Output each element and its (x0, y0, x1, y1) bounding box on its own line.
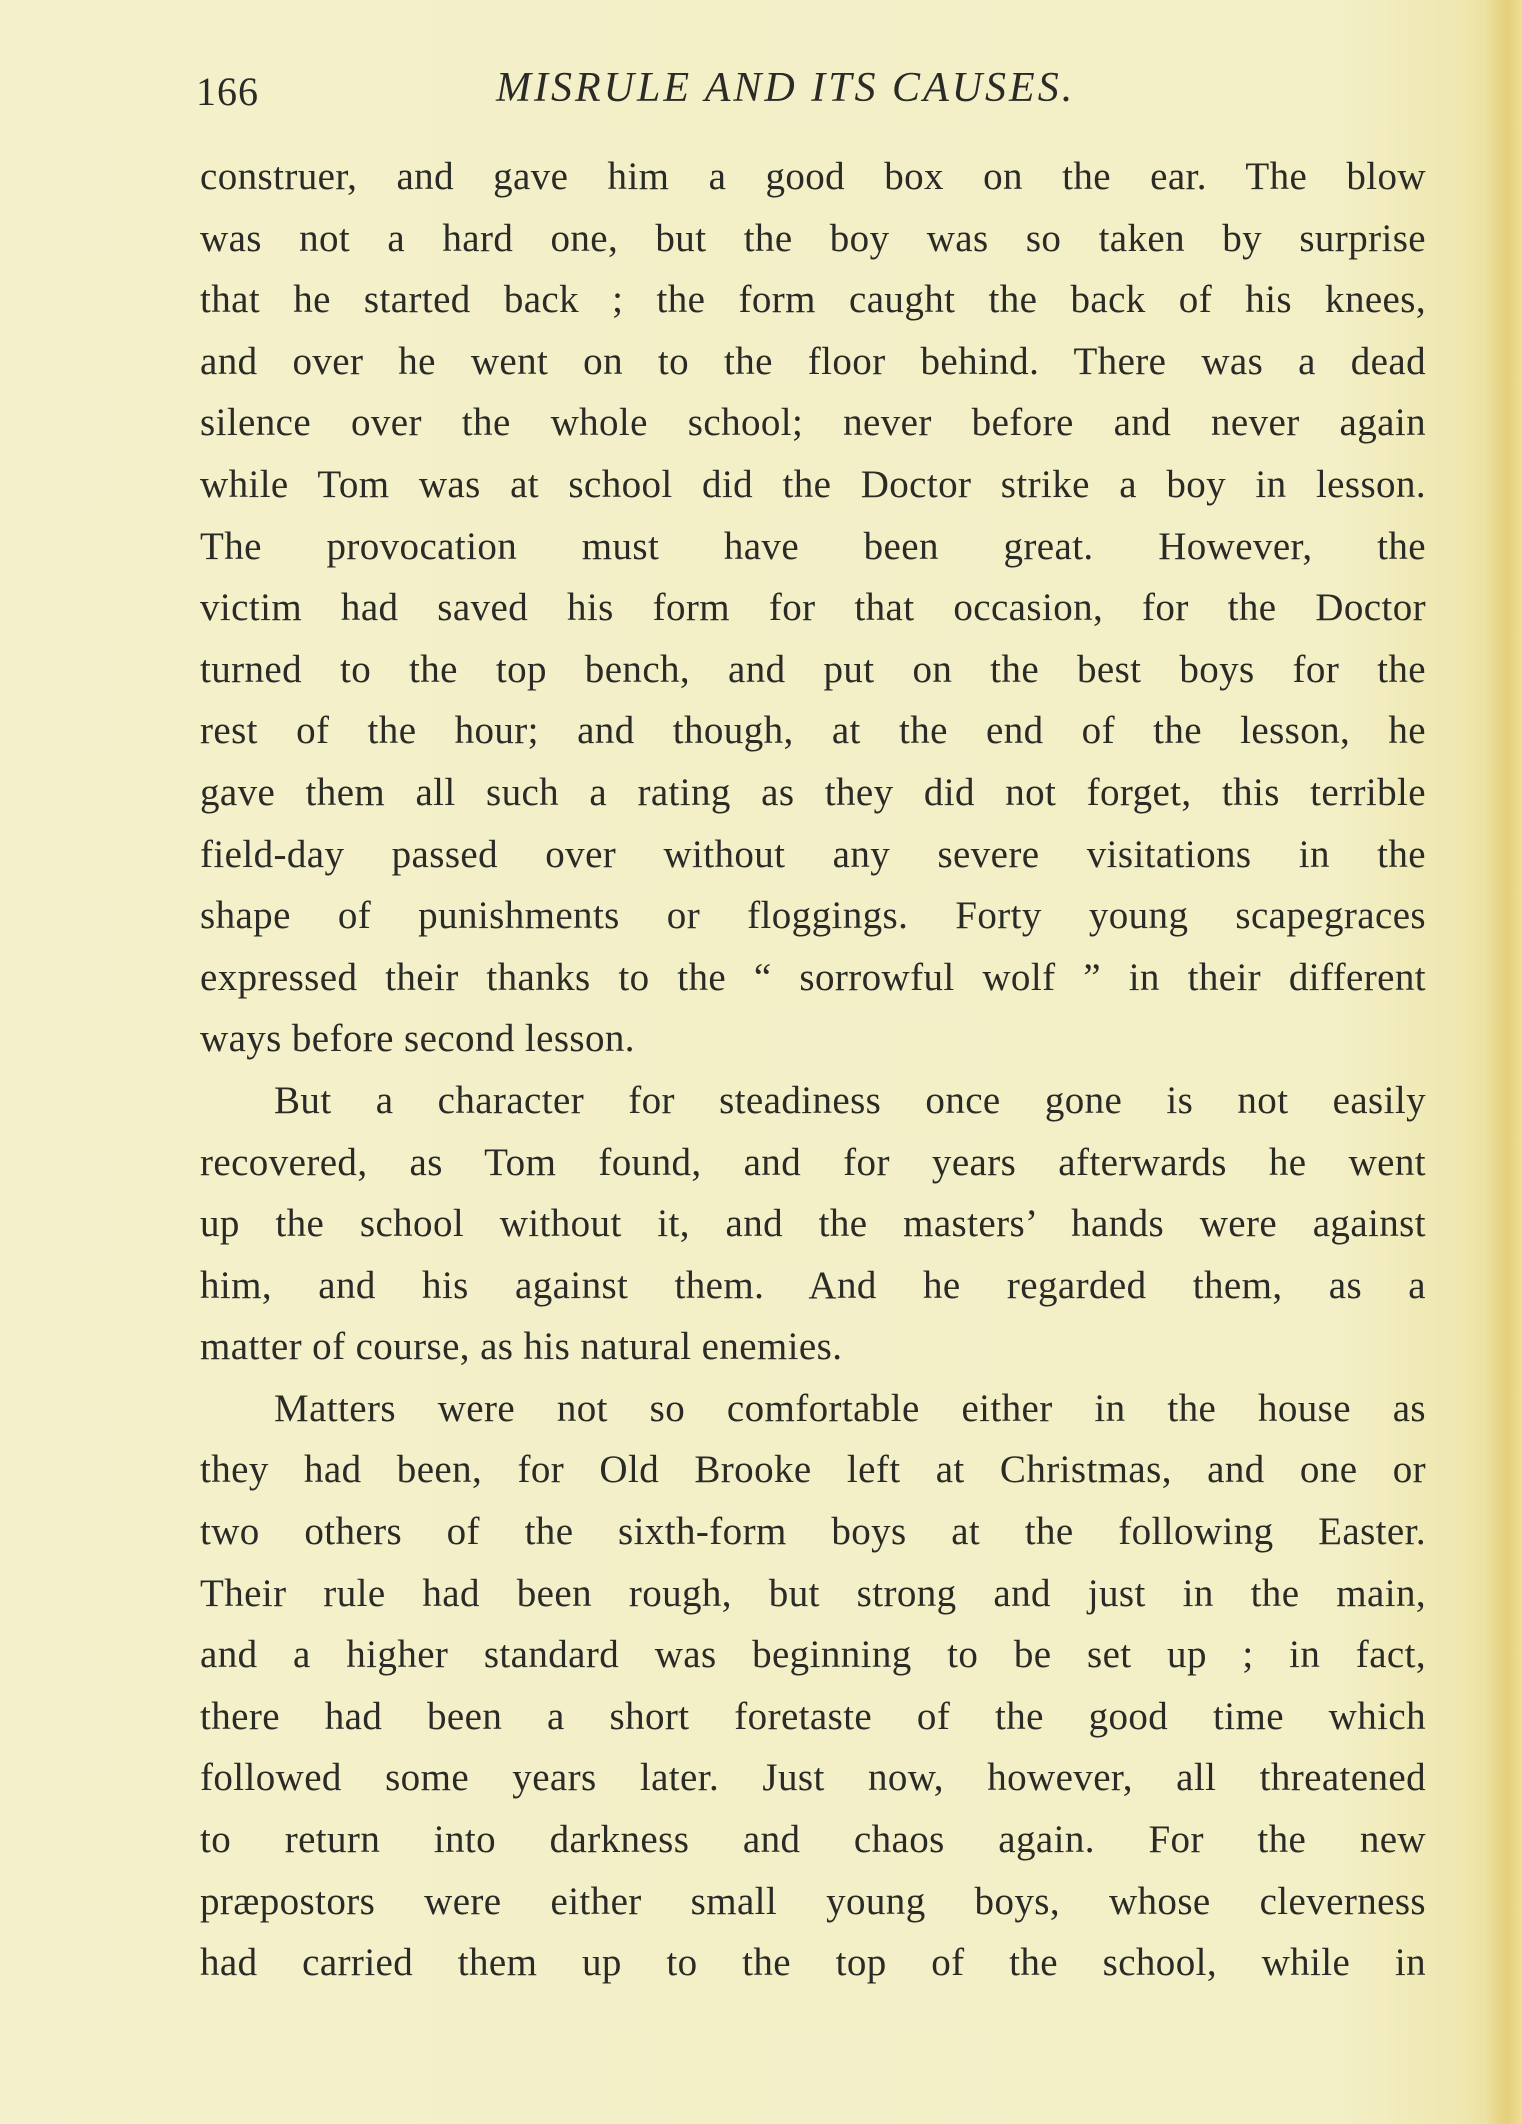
text-line: præpostors were either small young boys, whose cleverness (200, 1879, 1426, 1923)
text-line: to return into darkness and chaos again. For the new (200, 1818, 1426, 1862)
page-edge-shadow (1486, 0, 1522, 2124)
text-line: two others of the sixth-form boys at the following Easter. (200, 1510, 1426, 1554)
text-line: Their rule had been rough, but strong and just in the main, (200, 1571, 1426, 1615)
text-line: rest of the hour; and though, at the end of the lesson, he (200, 709, 1426, 753)
text-line: shape of punishments or floggings. Forty young scapegraces (200, 894, 1426, 938)
text-line: expressed their thanks to the “ sorrowful wolf ” in their different (200, 955, 1426, 999)
text-line: Matters were not so comfortable either in the house as (274, 1386, 1426, 1430)
text-line: there had been a short foretaste of the good time which (200, 1694, 1426, 1738)
running-head (196, 64, 1432, 124)
text-line: followed some years later. Just now, however, all threatened (200, 1756, 1426, 1800)
text-line: recovered, as Tom found, and for years afterwards he went (200, 1140, 1426, 1184)
text-line: and over he went on to the floor behind. There was a dead (200, 339, 1426, 383)
text-line: matter of course, as his natural enemies. (200, 1325, 843, 1369)
text-line: and a higher standard was beginning to be set up ; in fact, (200, 1633, 1426, 1677)
text-line: field-day passed over without any severe visitations in the (200, 832, 1426, 876)
text-line: up the school without it, and the masters’ hands were against (200, 1202, 1426, 1246)
text-line: ways before second lesson. (200, 1017, 635, 1061)
text-line: had carried them up to the top of the school, while in (200, 1941, 1426, 1985)
text-line: was not a hard one, but the boy was so taken by surprise (200, 216, 1426, 260)
text-line: him, and his against them. And he regarded them, as a (200, 1263, 1426, 1307)
body-text (200, 146, 1426, 1994)
text-line: that he started back ; the form caught the back of his knees, (200, 278, 1426, 322)
text-line: construer, and gave him a good box on the ear. The blow (200, 155, 1426, 198)
text-line: But a character for steadiness once gone is not easily (274, 1078, 1426, 1122)
text-line: victim had saved his form for that occasion, for the Doctor (200, 586, 1426, 630)
text-line: gave them all such a rating as they did not forget, this terrible (200, 770, 1426, 814)
text-line: turned to the top bench, and put on the best boys for the (200, 647, 1426, 691)
text-line: silence over the whole school; never before and never again (200, 401, 1426, 445)
page-number: 166 (196, 69, 259, 114)
text-line: they had been, for Old Brooke left at Christmas, and one or (200, 1448, 1426, 1492)
text-line: while Tom was at school did the Doctor strike a boy in lesson. (200, 462, 1426, 506)
running-title: MISRULE AND ITS CAUSES. (496, 65, 1076, 111)
text-line: The provocation must have been great. However, the (200, 524, 1426, 568)
